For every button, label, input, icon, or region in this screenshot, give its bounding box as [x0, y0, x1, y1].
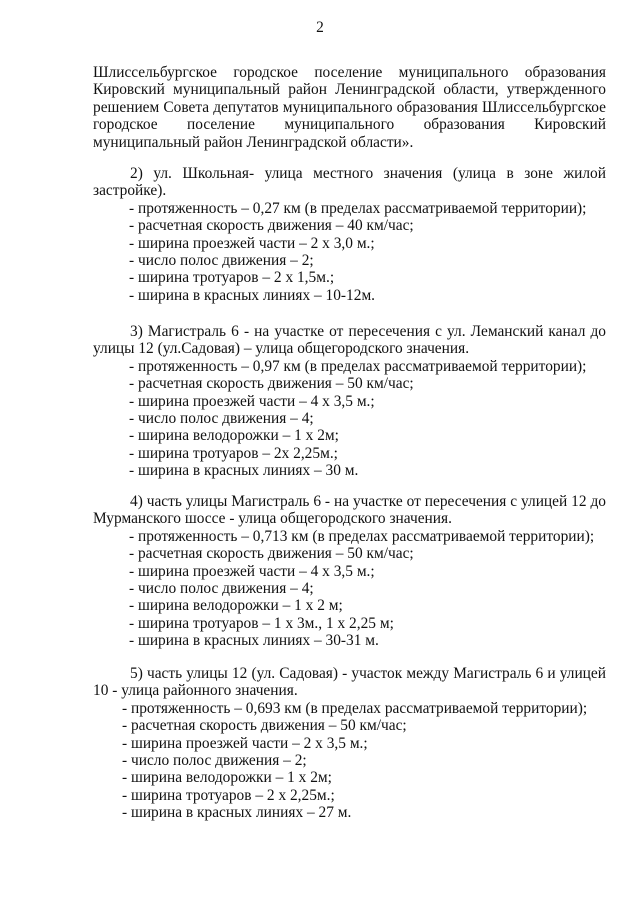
page-number: 2: [316, 19, 324, 36]
list-item: - расчетная скорость движения – 50 км/час;: [122, 717, 407, 735]
list-item: - ширина тротуаров – 1 х 3м., 1 х 2,25 м;: [129, 614, 394, 632]
list-item: - расчетная скорость движения – 50 км/час;: [129, 375, 414, 393]
section-ulitsa-12: [93, 665, 606, 822]
list-item: - расчетная скорость движения – 40 км/час;: [129, 217, 414, 235]
list-item: - ширина проезжей части – 4 х 3,5 м.;: [129, 392, 375, 410]
list-item: - расчетная скорость движения – 50 км/час;: [129, 545, 414, 563]
list-item: - протяженность – 0,713 км (в пределах рассматриваемой территории);: [129, 527, 595, 545]
section-shkolnaya: [93, 165, 606, 304]
parameter-list: [93, 528, 606, 650]
list-item: - ширина тротуаров – 2 х 1,5м.;: [129, 269, 335, 287]
intro-paragraph: Шлиссельбургское городское поселение муниципального образования Кировский муниципальный район Ленинградской области, утвержденного решением Совета депутатов муниципального образования Шлиссельбургское городское поселение муниципального образования Кировский муниципальный район Ленинградской области».: [93, 64, 606, 151]
list-item: - ширина в красных линиях – 30 м.: [129, 462, 359, 480]
list-item: - число полос движения – 2;: [122, 752, 307, 770]
list-item: - число полос движения – 4;: [129, 580, 314, 598]
section-heading: 5) часть улицы 12 (ул. Садовая) - участок между Магистраль 6 и улицей 10 - улица районного значения.: [93, 665, 606, 700]
list-item: - ширина тротуаров – 2х 2,25м.;: [129, 444, 338, 462]
list-item: - ширина тротуаров – 2 х 2,25м.;: [122, 786, 335, 804]
list-item: - протяженность – 0,97 км (в пределах рассматриваемой территории);: [129, 357, 587, 375]
section-heading: 3) Магистраль 6 - на участке от пересечения с ул. Леманский канал до улицы 12 (ул.Садовая) – улица общегородского значения.: [93, 323, 606, 358]
list-item: - ширина проезжей части – 2 х 3,5 м.;: [122, 734, 368, 752]
list-item: - ширина в красных линиях – 27 м.: [122, 804, 352, 822]
list-item: - ширина велодорожки – 1 х 2м;: [122, 769, 332, 787]
list-item: - число полос движения – 2;: [129, 252, 314, 270]
list-item: - число полос движения – 4;: [129, 410, 314, 428]
section-magistral-6: [93, 323, 606, 480]
parameter-list: [93, 358, 606, 480]
list-item: - ширина велодорожки – 1 х 2м;: [129, 427, 339, 445]
list-item: - протяженность – 0,27 км (в пределах рассматриваемой территории);: [129, 199, 587, 217]
list-item: - протяженность – 0,693 км (в пределах рассматриваемой территории);: [122, 699, 588, 717]
section-heading: 2) ул. Школьная- улица местного значения (улица в зоне жилой застройке).: [93, 165, 606, 200]
parameter-list: [93, 700, 606, 822]
list-item: - ширина в красных линиях – 10-12м.: [129, 286, 376, 304]
list-item: - ширина проезжей части – 2 х 3,0 м.;: [129, 234, 375, 252]
section-heading: 4) часть улицы Магистраль 6 - на участке от пересечения с улицей 12 до Мурманского шоссе - улица общегородского значения.: [93, 493, 606, 528]
list-item: - ширина в красных линиях – 30-31 м.: [129, 632, 379, 650]
parameter-list: [93, 200, 606, 304]
section-magistral-6-part: [93, 493, 606, 650]
list-item: - ширина велодорожки – 1 х 2 м;: [129, 597, 343, 615]
list-item: - ширина проезжей части – 4 х 3,5 м.;: [129, 562, 375, 580]
